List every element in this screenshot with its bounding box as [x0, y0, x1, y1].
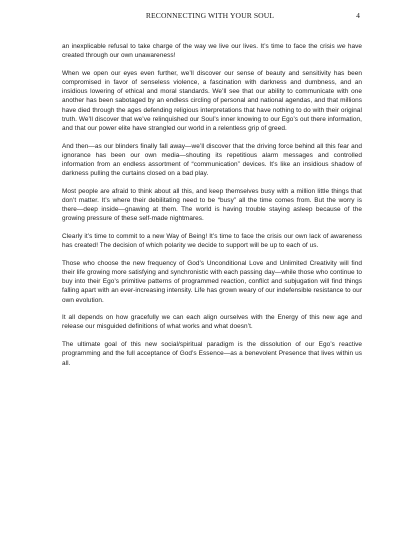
paragraph-8: The ultimate goal of this new social/spiritual paradigm is the dissolution of our Ego’s reactive programming and the full acceptance of God’s Essence—as a benevolent Presence that lives within us all. — [62, 341, 362, 367]
running-header — [60, 11, 360, 23]
running-title: RECONNECTING WITH YOUR SOUL — [145, 11, 275, 20]
paragraph-1-end: have created through our own unawareness! — [62, 43, 363, 60]
page-number: 4 — [356, 11, 360, 20]
paragraph-1-start: an inexplicable refusal to take charge of the way we live our lives. It’s time to face the crisis — [62, 43, 338, 50]
paragraph-7: It all depends on how gracefully we can each align ourselves with the Energy of this new age and release our misguided definitions of what works and what doesn’t. — [62, 314, 362, 331]
paragraph-3: And then—as our blinders finally fall away—we’ll discover that the driving force behind all this fear and ignorance has been our own media—shouting its repetitious alarm messages and controlled information from an endless assortment of “communication” devices. It’s like an insidious shadow of darkness pulling the curtains closed on a bad play. — [62, 142, 362, 178]
body-text — [62, 42, 362, 376]
paragraph-4: Most people are afraid to think about all this, and keep themselves busy with a million little things that don’t matter. It’s where their debilitating need to be “busy” all the time comes from. But the worry is there—deep inside—gnawing at them. The world is having trouble staying asleep because of the growing pressure of these self-made nightmares. — [62, 187, 362, 223]
paragraph-6: Those who choose the new frequency of God’s Unconditional Love and Unlimited Creativity will find their life growing more satisfying and synchronistic with each passing day—while those who continue to buy into their Ego’s primitive patterns of programmed reaction, conflict and subjugation will find things falling apart with an ever-increasing intensity. Life has grown weary of our indefensible resistance to our own evolution. — [62, 259, 362, 304]
paragraph-1 — [62, 42, 362, 60]
paragraph-2: When we open our eyes even further, we’ll discover our sense of beauty and sensitivity has been compromised in favor of senseless violence, a fascination with darkness and dumbness, and an insidious lowering of ethical and moral standards. We’ll see that our ability to communicate with one another has been sabotaged by an endless circling of personal and national agendas, and that millions have died through the ages defending religious interpretations that have nothing to do with their original truth. We’ll discover that we’ve relinquished our Soul’s inner knowing to our Ego’s out there information, and that our power elite have strangled our world in a relentless grip of greed. — [62, 69, 362, 132]
paragraph-5: Clearly it’s time to commit to a new Way of Being! It’s time to face the crisis our own lack of awareness has created! The decision of which polarity we decide to support will be up to each of us. — [62, 233, 362, 250]
emphasis-we: we — [337, 43, 346, 50]
